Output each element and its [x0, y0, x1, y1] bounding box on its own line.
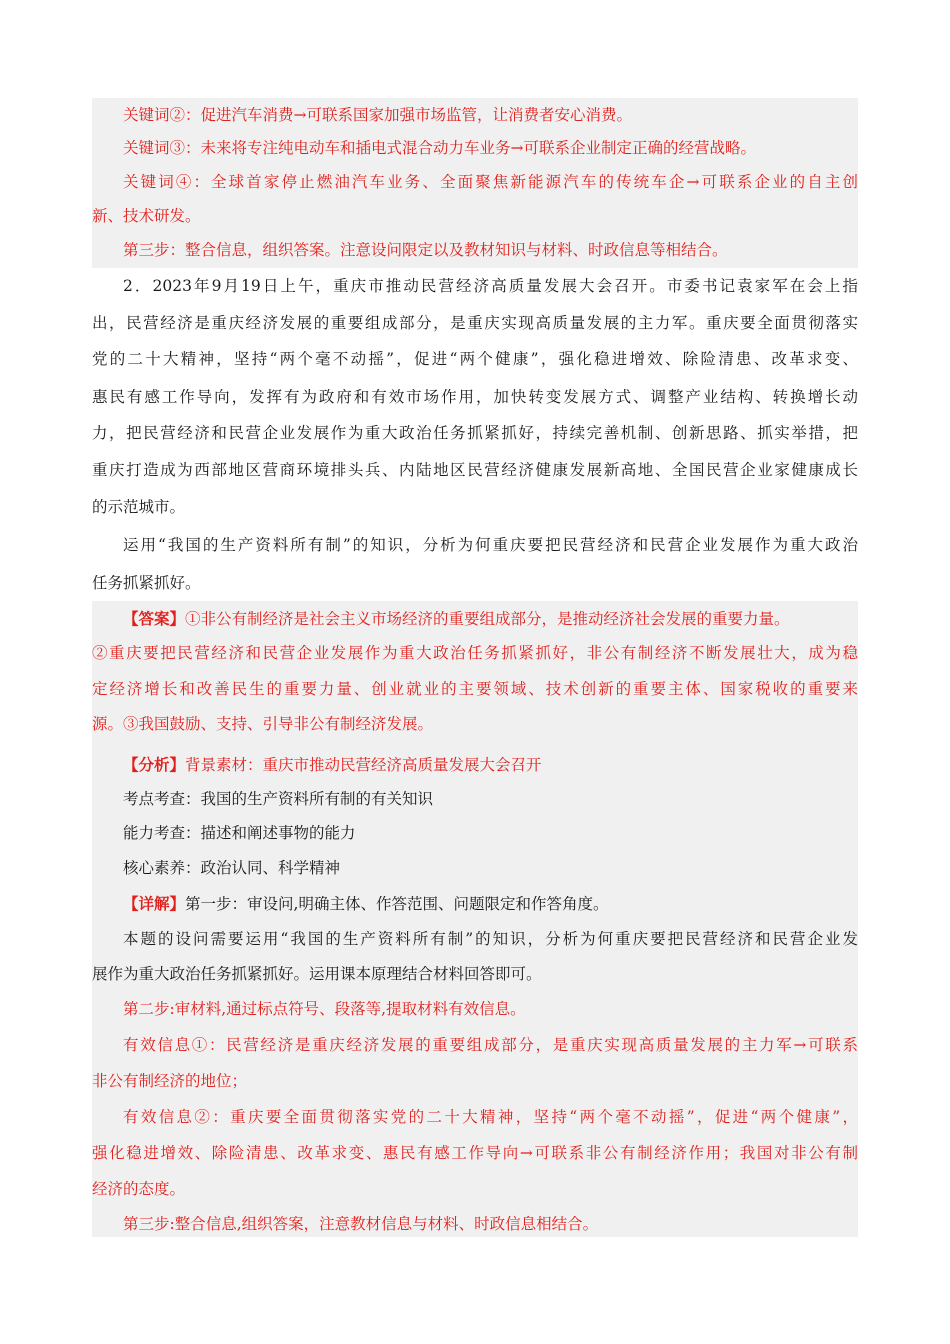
solution-steps-block — [92, 98, 858, 268]
keyword-4-line: 关键词④：全球首家停止燃油汽车业务、全面聚焦新能源汽车的传统车企→可联系企业的自主创 — [123, 173, 858, 191]
effective-info-1: 有效信息①：民营经济是重庆经济发展的重要组成部分，是重庆实现高质量发展的主力军→可联系 — [123, 1036, 858, 1054]
answer-line-2: ②重庆要把民营经济和民营企业发展作为重大政治任务抓紧抓好，非公有制经济不断发展壮大，成为稳 — [92, 644, 858, 662]
detail-label: 【详解】 — [123, 894, 186, 913]
answer-analysis-block — [92, 601, 858, 1237]
question-line: 党的二十大精神，坚持“两个毫不动摇”，促进“两个健康”，强化稳进增效、除险清患、改革求变、 — [92, 350, 858, 368]
question-prompt: 运用“我国的生产资料所有制”的知识，分析为何重庆要把民营经济和民营企业发展作为重大政治 — [123, 536, 858, 554]
analysis-suyang: 核心素养：政治认同、科学精神 — [123, 859, 341, 877]
question-prompt-cont: 任务抓紧抓好。 — [92, 574, 201, 592]
effective-info-2-cont: 强化稳进增效、除险清患、改革求变、惠民有感工作导向→可联系非公有制经济作用；我国对非公有制 — [92, 1144, 858, 1162]
detail-step-2: 第二步:审材料,通过标点符号、段落等,提取材料有效信息。 — [123, 1000, 526, 1018]
question-2 — [92, 268, 858, 598]
detail-body-2: 展作为重大政治任务抓紧抓好。运用课本原理结合材料回答即可。 — [92, 965, 542, 983]
detail-body-1: 本题的设问需要运用“我国的生产资料所有制”的知识，分析为何重庆要把民营经济和民营企业发 — [123, 930, 858, 948]
question-line: 重庆打造成为西部地区营商环境排头兵、内陆地区民营经济健康发展新高地、全国民营企业家健康成长 — [92, 461, 858, 479]
keyword-2-line: 关键词②：促进汽车消费→可联系国家加强市场监管，让消费者安心消费。 — [123, 106, 632, 124]
detail-step-1: 【详解】第一步：审设问,明确主体、作答范围、问题限定和作答角度。 — [123, 894, 609, 913]
answer-line-1: 【答案】①非公有制经济是社会主义市场经济的重要组成部分，是推动经济社会发展的重要力量。 — [123, 609, 790, 628]
question-line: 力，把民营经济和民营企业发展作为重大政治任务抓紧抓好，持续完善机制、创新思路、抓实举措，把 — [92, 424, 858, 442]
question-line: 的示范城市。 — [92, 498, 186, 516]
effective-info-1-cont: 非公有制经济的地位； — [92, 1072, 248, 1090]
keyword-4-line-cont: 新、技术研发。 — [92, 207, 201, 225]
question-line: 出，民营经济是重庆经济发展的重要组成部分，是重庆实现高质量发展的主力军。重庆要全面贯彻落实 — [92, 314, 858, 332]
analysis-nengli: 能力考查：描述和阐述事物的能力 — [123, 824, 356, 842]
question-line: 2．2023年9月19日上午，重庆市推动民营经济高质量发展大会召开。市委书记袁家军在会上指 — [123, 277, 858, 295]
answer-label: 【答案】 — [123, 609, 186, 628]
answer-line-4: 源。③我国鼓励、支持、引导非公有制经济发展。 — [92, 715, 434, 733]
detail-step-3: 第三步:整合信息,组织答案，注意教材信息与材料、时政信息相结合。 — [123, 1215, 599, 1233]
effective-info-2-end: 经济的态度。 — [92, 1180, 186, 1198]
question-line: 惠民有感工作导向，发挥有为政府和有效市场作用，加快转变发展方式、调整产业结构、转换增长动 — [92, 388, 858, 406]
effective-info-2: 有效信息②：重庆要全面贯彻落实党的二十大精神，坚持“两个毫不动摇”，促进“两个健康”， — [123, 1108, 858, 1126]
step-3-line: 第三步：整合信息，组织答案。注意设问限定以及教材知识与材料、时政信息等相结合。 — [123, 241, 728, 259]
analysis-kaodian: 考点考查：我国的生产资料所有制的有关知识 — [123, 790, 434, 808]
answer-line-3: 定经济增长和改善民生的重要力量、创业就业的主要领域、技术创新的重要主体、国家税收的重要来 — [92, 680, 858, 698]
analysis-background: 【分析】背景素材：重庆市推动民营经济高质量发展大会召开 — [123, 755, 542, 774]
analysis-label: 【分析】 — [123, 755, 186, 774]
keyword-3-line: 关键词③：未来将专注纯电动车和插电式混合动力车业务→可联系企业制定正确的经营战略。 — [123, 139, 756, 157]
